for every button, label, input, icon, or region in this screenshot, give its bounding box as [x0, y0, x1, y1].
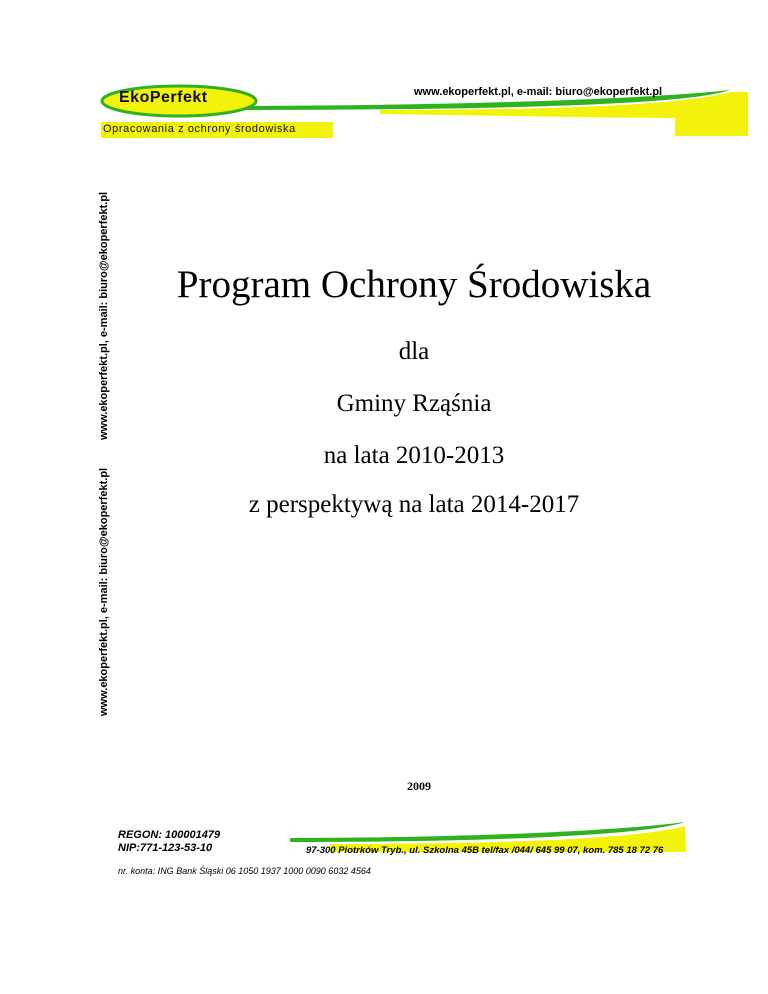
side-contact-lower: www.ekoperfekt.pl, e-mail: biuro@ekoperfekt.pl — [98, 467, 110, 716]
tagline-bar — [101, 122, 333, 138]
document-year: 2009 — [407, 779, 431, 793]
title-gmina: Gminy Rząśnia — [336, 390, 492, 417]
regon-number: REGON: 100001479 — [118, 829, 221, 841]
title-period: na lata 2010-2013 — [323, 442, 505, 469]
nip-number: NIP:771-123-53-10 — [118, 842, 213, 854]
document-title: Program Ochrony Środowiska — [176, 263, 652, 306]
footer-swoosh-graphic — [290, 822, 690, 862]
tagline-text: Opracowania z ochrony środowiska — [103, 123, 296, 135]
logo-text: EkoPerfekt — [119, 89, 208, 106]
bank-account: nr. konta: ING Bank Śląski 06 1050 1937 1000 0090 6032 4564 — [118, 866, 371, 876]
footer-address: 97-300 Piotrków Tryb., ul. Szkolna 45B tel/fax /044/ 645 99 07, kom. 785 18 72 76 — [306, 845, 664, 856]
header-contact-text: www.ekoperfekt.pl, e-mail: biuro@ekoperfekt.pl — [414, 86, 663, 98]
side-contact-upper: www.ekoperfekt.pl, e-mail: biuro@ekoperfekt.pl — [98, 191, 110, 440]
title-dla: dla — [398, 338, 430, 365]
title-perspective: z perspektywą na lata 2014-2017 — [248, 491, 580, 518]
